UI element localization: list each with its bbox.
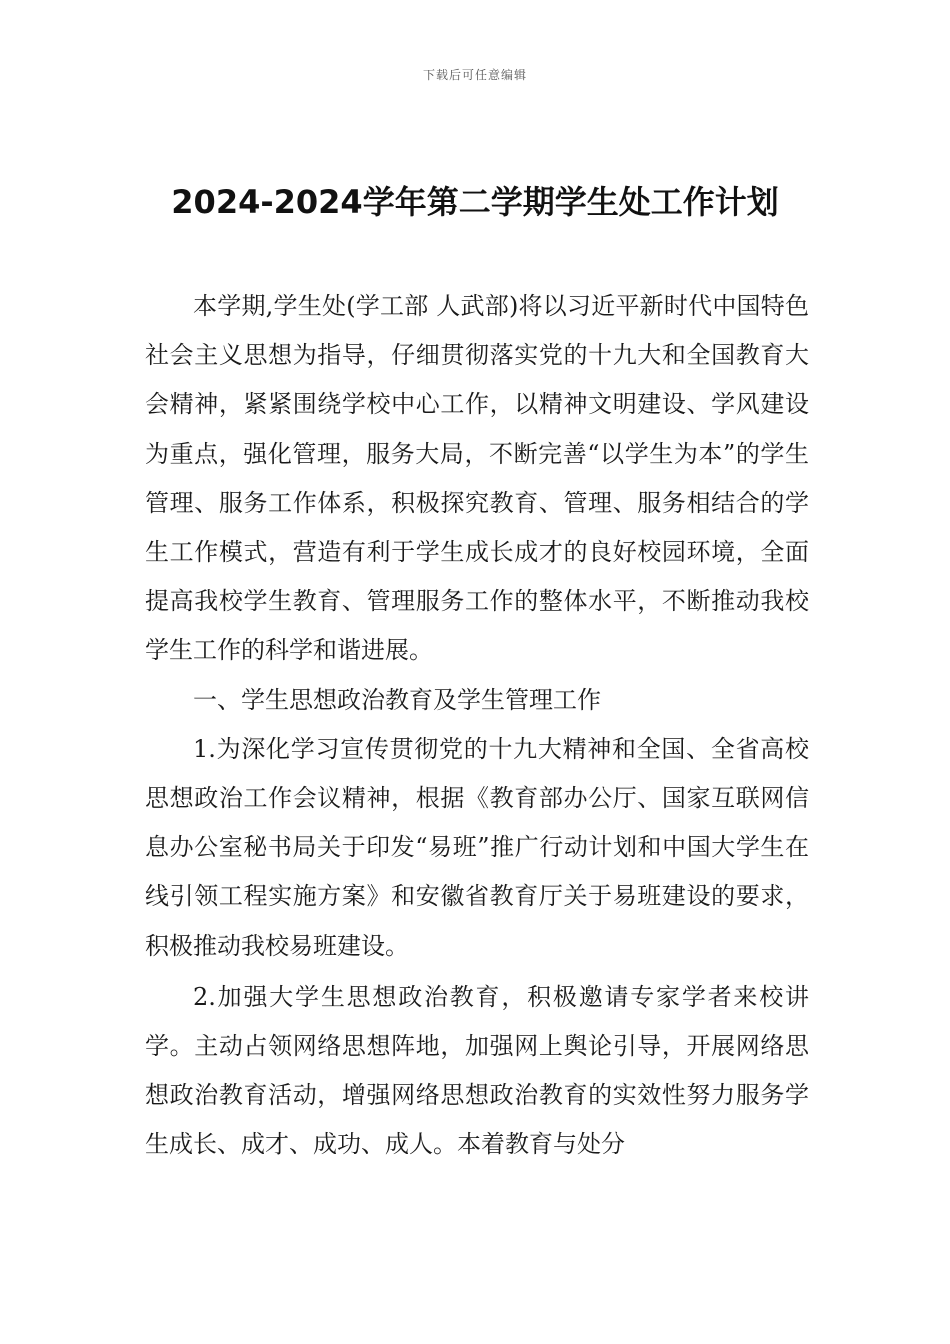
section-heading-1: 一、学生思想政治教育及学生管理工作 [193,685,601,714]
document-title: 2024-2024学年第二学期学生处工作计划 [171,183,779,221]
paragraph-item-1: 1.为深化学习宣传贯彻党的十九大精神和全国、全省高校思想政治工作会议精神，根据《教育部办公厅、国家互联网信息办公室秘书局关于印发“易班”推广行动计划和中国大学生在线引领工程实施方案》和安徽省教育厅关于易班建设的要求，积极推动我校易班建设。 [145,734,809,960]
document-body [145,282,809,1170]
paragraph-item-2: 2.加强大学生思想政治教育，积极邀请专家学者来校讲学。主动占领网络思想阵地，加强网上舆论引导，开展网络思想政治教育活动，增强网络思想政治教育的实效性努力服务学生成长、成才、成功、成人。本着教育与处分 [145,982,809,1159]
paragraph-intro: 本学期,学生处(学工部 人武部)将以习近平新时代中国特色社会主义思想为指导，仔细贯彻落实党的十九大和全国教育大会精神，紧紧围绕学校中心工作，以精神文明建设、学风建设为重点，强化管理，服务大局，不断完善“以学生为本”的学生管理、服务工作体系，积极探究教育、管理、服务相结合的学生工作模式，营造有利于学生成长成才的良好校园环境，全面提高我校学生教育、管理服务工作的整体水平，不断推动我校学生工作的科学和谐进展。 [145,292,809,665]
header-note: 下载后可任意编辑 [422,68,527,82]
